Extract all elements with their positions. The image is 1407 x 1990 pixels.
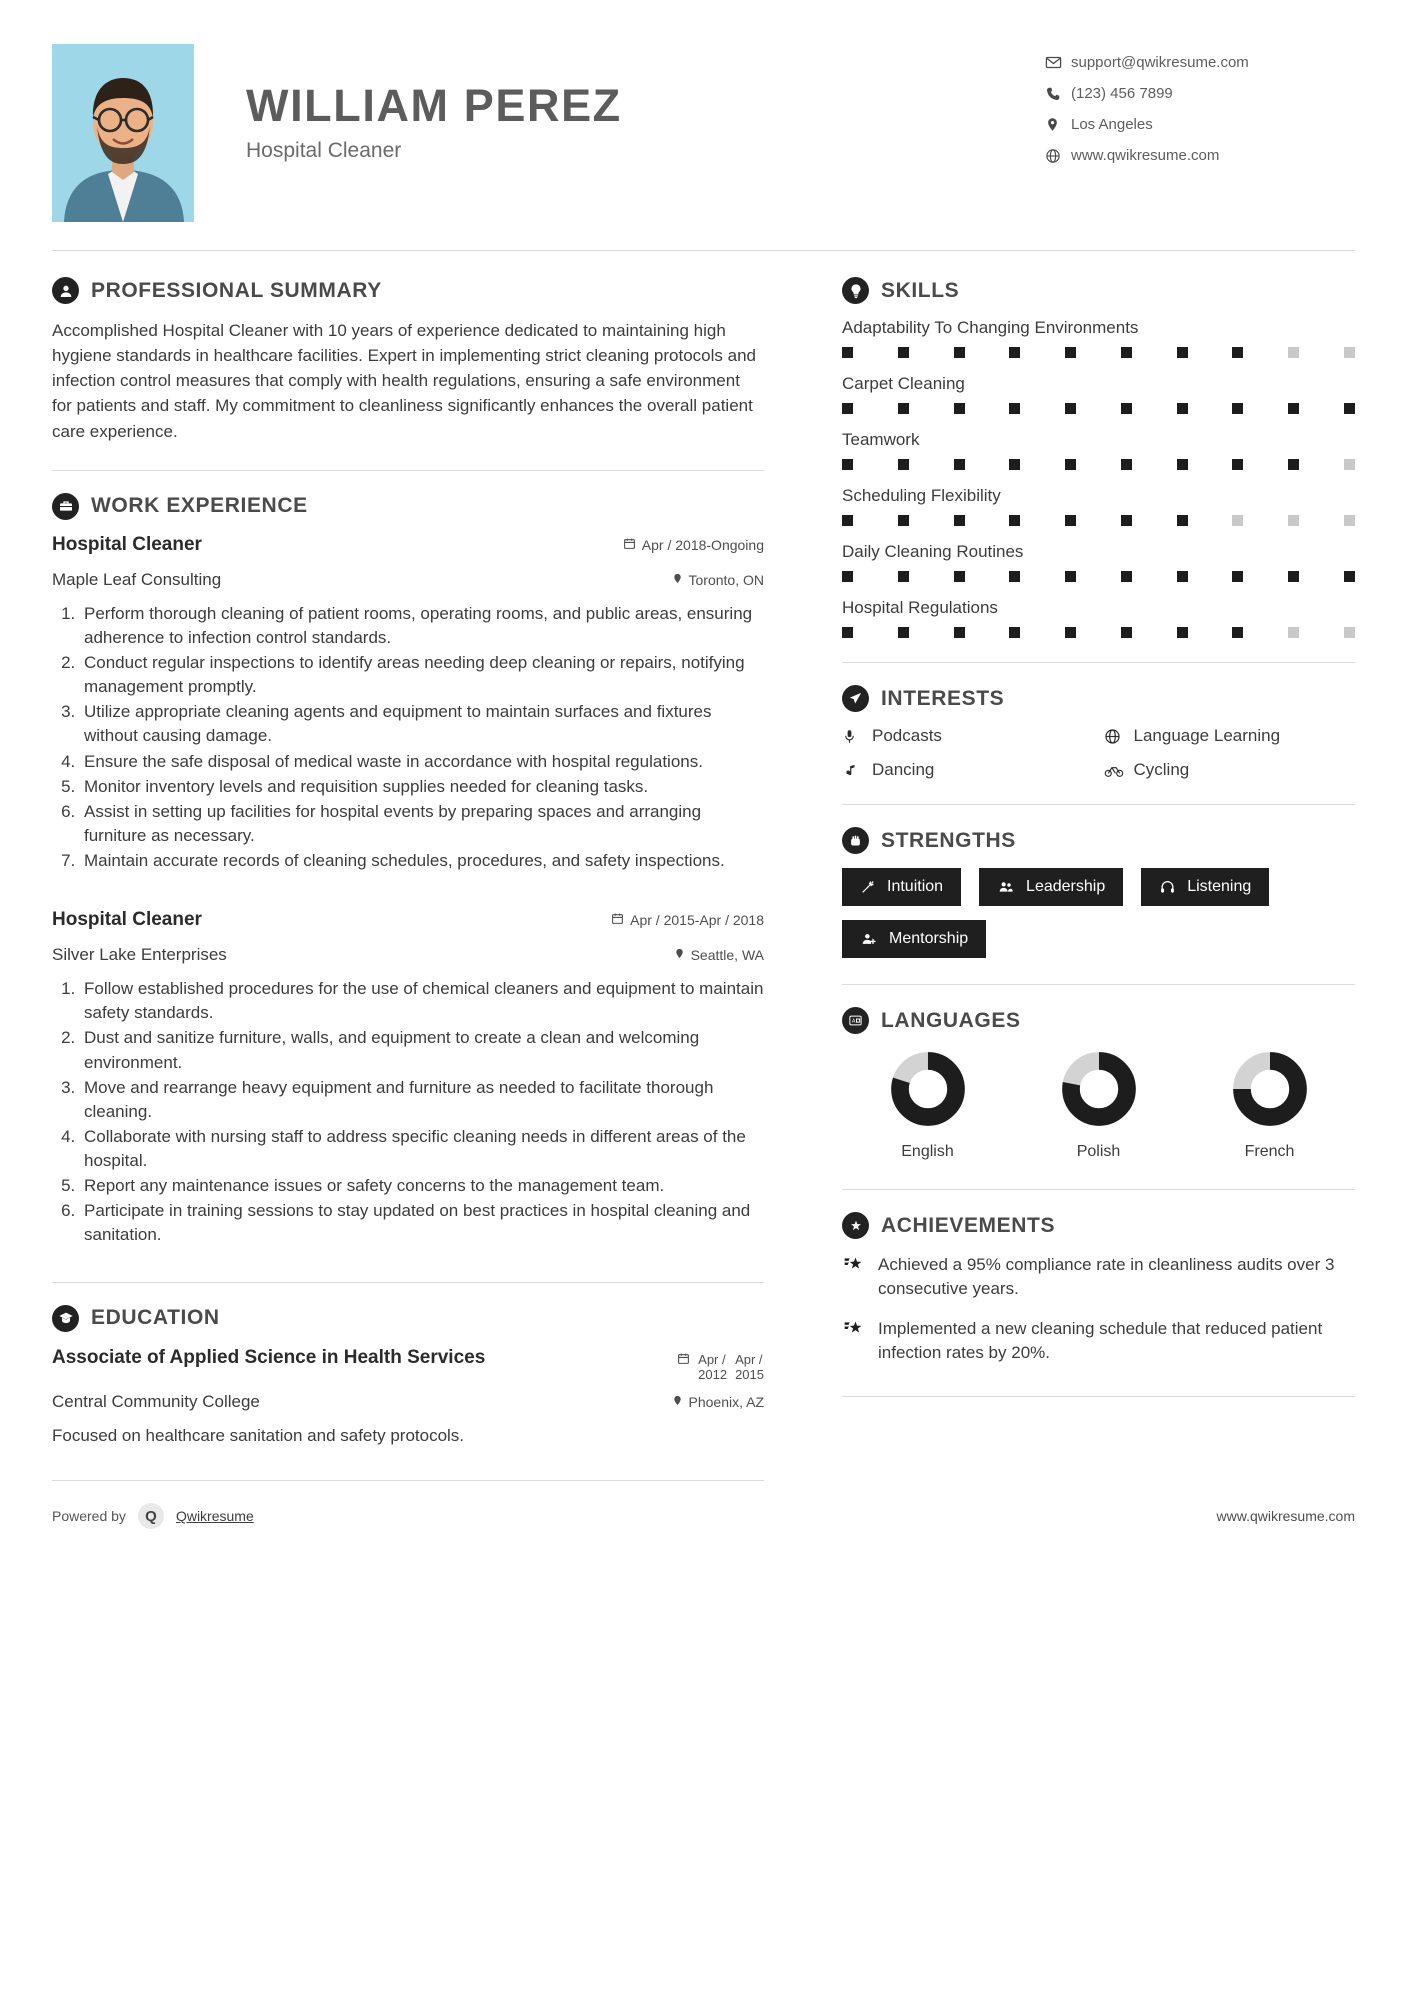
rating-dot bbox=[1177, 459, 1188, 470]
people-icon bbox=[997, 879, 1015, 895]
interest-item bbox=[842, 726, 1094, 746]
star-flag-icon bbox=[842, 1317, 866, 1344]
skill-label: Hospital Regulations bbox=[842, 598, 998, 617]
rating-dot bbox=[1344, 627, 1355, 638]
language-item bbox=[843, 1052, 1012, 1161]
education-dates bbox=[677, 1346, 764, 1383]
interest-item bbox=[842, 760, 1094, 780]
skill-rating bbox=[842, 459, 1355, 470]
skill-item bbox=[842, 486, 1355, 526]
work-bullet: 4. Collaborate with nursing staff to address specific cleaning needs in different areas of the hospital. bbox=[80, 1125, 764, 1173]
work-location bbox=[672, 572, 764, 588]
education-degree: Associate of Applied Science in Health Services bbox=[52, 1346, 486, 1368]
rating-dot bbox=[954, 515, 965, 526]
language-donut bbox=[1062, 1052, 1136, 1126]
education-location bbox=[672, 1394, 765, 1410]
education-entry bbox=[52, 1346, 764, 1447]
work-entry-header bbox=[52, 534, 764, 556]
rating-dot bbox=[1009, 347, 1020, 358]
achievement-item bbox=[842, 1317, 1355, 1365]
add-person-icon bbox=[860, 931, 878, 947]
resume-header bbox=[0, 0, 1407, 222]
contact-list bbox=[1045, 44, 1355, 178]
rating-dot bbox=[1344, 403, 1355, 414]
summary-text: Accomplished Hospital Cleaner with 10 years of experience dedicated to maintaining high hygiene standards in healthcare facilities. Expert in implementing strict cleaning protocols and infection control measures that comply with health regulations, ensuring a safe environment for patients and staff. My commitment to cleanliness significantly enhances the overall patient care experience. bbox=[52, 321, 756, 441]
work-dates-text: Apr / 2015-Apr / 2018 bbox=[630, 912, 764, 929]
strength-chip bbox=[842, 920, 986, 958]
powered-by-label: Powered by bbox=[52, 1508, 126, 1525]
rating-dot bbox=[842, 515, 853, 526]
left-column bbox=[52, 251, 804, 1481]
contact-email[interactable] bbox=[1045, 54, 1355, 71]
divider bbox=[52, 470, 764, 471]
graduation-cap-icon bbox=[52, 1305, 79, 1332]
interests-list bbox=[842, 726, 1355, 780]
location-pin-icon bbox=[674, 947, 685, 963]
rating-dot bbox=[1288, 571, 1299, 582]
resume-body bbox=[0, 251, 1407, 1481]
work-bullet: 5. Monitor inventory levels and requisition supplies needed for cleaning tasks. bbox=[80, 775, 764, 799]
interest-label: Cycling bbox=[1133, 760, 1190, 779]
strengths-list bbox=[842, 868, 1355, 958]
work-role: Hospital Cleaner bbox=[52, 909, 202, 931]
globe-icon bbox=[1045, 148, 1071, 164]
skill-rating bbox=[842, 515, 1355, 526]
phone-icon bbox=[1045, 86, 1071, 102]
section-header-summary bbox=[52, 277, 764, 304]
resume-footer bbox=[0, 1481, 1407, 1559]
work-bullet: 2. Dust and sanitize furniture, walls, and equipment to create a clean and welcoming environment. bbox=[80, 1026, 764, 1074]
rating-dot bbox=[954, 459, 965, 470]
interest-item bbox=[1104, 726, 1356, 746]
section-header-education bbox=[52, 1305, 764, 1332]
powered-by bbox=[52, 1503, 254, 1529]
education-date-start-line1: Apr / bbox=[698, 1351, 726, 1367]
rating-dot bbox=[898, 515, 909, 526]
rating-dot bbox=[898, 627, 909, 638]
work-bullet: 7. Maintain accurate records of cleaning schedules, procedures, and safety inspections. bbox=[80, 849, 764, 873]
rating-dot bbox=[1344, 571, 1355, 582]
rating-dot bbox=[1288, 347, 1299, 358]
calendar-icon bbox=[623, 537, 636, 553]
rating-dot bbox=[898, 571, 909, 582]
languages-list bbox=[842, 1048, 1355, 1161]
interest-label: Dancing bbox=[872, 760, 935, 779]
rating-dot bbox=[898, 459, 909, 470]
work-bullet: 3. Move and rearrange heavy equipment and furniture as needed to facilitate thorough cleaning. bbox=[80, 1076, 764, 1124]
rating-dot bbox=[1009, 515, 1020, 526]
mail-icon bbox=[1045, 54, 1071, 71]
work-bullet: 1. Perform thorough cleaning of patient rooms, operating rooms, and public areas, ensuring adherence to infection control standards. bbox=[80, 602, 764, 650]
calendar-icon bbox=[611, 912, 624, 928]
globe-icon bbox=[1104, 728, 1124, 745]
microphone-icon bbox=[842, 728, 862, 745]
rating-dot bbox=[1344, 515, 1355, 526]
rating-dot bbox=[1121, 627, 1132, 638]
rating-dot bbox=[1177, 571, 1188, 582]
education-note: Focused on healthcare sanitation and safety protocols. bbox=[52, 1426, 465, 1446]
rating-dot bbox=[1121, 347, 1132, 358]
language-donut bbox=[1233, 1052, 1307, 1126]
rating-dot bbox=[1232, 571, 1243, 582]
work-entry bbox=[52, 534, 764, 873]
education-date-end-line2: 2015 bbox=[735, 1366, 764, 1382]
skill-rating bbox=[842, 403, 1355, 414]
rating-dot bbox=[1344, 459, 1355, 470]
svg-text:A: A bbox=[852, 1018, 856, 1025]
rating-dot bbox=[1065, 459, 1076, 470]
work-bullet: 6. Participate in training sessions to stay updated on best practices in hospital cleaning and sanitation. bbox=[80, 1199, 764, 1247]
work-location-text: Toronto, ON bbox=[688, 571, 764, 588]
strength-label: Listening bbox=[1187, 878, 1252, 895]
education-location-text: Phoenix, AZ bbox=[688, 1394, 764, 1411]
rating-dot bbox=[1121, 571, 1132, 582]
rating-dot bbox=[1177, 627, 1188, 638]
contact-phone[interactable] bbox=[1045, 85, 1355, 102]
rating-dot bbox=[1009, 627, 1020, 638]
divider bbox=[842, 662, 1355, 663]
work-entry-subheader bbox=[52, 937, 764, 965]
rating-dot bbox=[1288, 627, 1299, 638]
bicycle-icon bbox=[1104, 763, 1124, 778]
skill-label: Daily Cleaning Routines bbox=[842, 542, 1024, 561]
work-dates bbox=[623, 537, 764, 553]
education-date-end-line1: Apr / bbox=[735, 1351, 763, 1367]
section-title-achievements: ACHIEVEMENTS bbox=[881, 1213, 1056, 1237]
strength-label: Leadership bbox=[1026, 878, 1106, 895]
work-company: Silver Lake Enterprises bbox=[52, 945, 227, 965]
contact-location bbox=[1045, 116, 1355, 133]
job-title: Hospital Cleaner bbox=[246, 139, 402, 163]
work-bullets bbox=[52, 977, 764, 1247]
skill-item bbox=[842, 598, 1355, 638]
skill-rating bbox=[842, 627, 1355, 638]
briefcase-icon bbox=[52, 493, 79, 520]
rating-dot bbox=[1288, 403, 1299, 414]
work-bullet: 3. Utilize appropriate cleaning agents and equipment to maintain surfaces and fixtures without causing damage. bbox=[80, 700, 764, 748]
section-header-achievements bbox=[842, 1212, 1355, 1239]
divider bbox=[52, 1282, 764, 1283]
qwikresume-logo-icon: Q bbox=[138, 1503, 164, 1529]
skill-rating bbox=[842, 571, 1355, 582]
translate-icon bbox=[842, 1007, 869, 1034]
education-school: Central Community College bbox=[52, 1392, 260, 1412]
lightbulb-icon bbox=[842, 277, 869, 304]
work-bullet: 4. Ensure the safe disposal of medical waste in accordance with hospital regulations. bbox=[80, 750, 764, 774]
divider bbox=[842, 984, 1355, 985]
rating-dot bbox=[1232, 459, 1243, 470]
rating-dot bbox=[1232, 627, 1243, 638]
skill-rating bbox=[842, 347, 1355, 358]
rating-dot bbox=[1121, 515, 1132, 526]
strength-label: Intuition bbox=[887, 878, 944, 895]
rating-dot bbox=[1232, 515, 1243, 526]
music-note-icon bbox=[842, 762, 862, 779]
rating-dot bbox=[1065, 347, 1076, 358]
divider bbox=[842, 1189, 1355, 1190]
work-role: Hospital Cleaner bbox=[52, 533, 202, 555]
skill-label: Teamwork bbox=[842, 430, 920, 449]
interest-label: Language Learning bbox=[1133, 726, 1281, 745]
rating-dot bbox=[954, 347, 965, 358]
left-footer-divider bbox=[52, 1480, 764, 1481]
skill-item bbox=[842, 542, 1355, 582]
rating-dot bbox=[1121, 459, 1132, 470]
calendar-icon bbox=[677, 1352, 690, 1368]
contact-phone-text: (123) 456 7899 bbox=[1071, 85, 1173, 102]
work-entry bbox=[52, 909, 764, 1247]
person-icon bbox=[52, 277, 79, 304]
name-block bbox=[194, 44, 1045, 163]
section-title-languages: LANGUAGES bbox=[881, 1008, 1021, 1032]
section-title-education: EDUCATION bbox=[91, 1306, 220, 1330]
section-header-interests bbox=[842, 685, 1355, 712]
section-title-work: WORK EXPERIENCE bbox=[91, 494, 308, 518]
education-date-end bbox=[735, 1352, 764, 1383]
rating-dot bbox=[1009, 459, 1020, 470]
language-item bbox=[1185, 1052, 1354, 1161]
achievement-item bbox=[842, 1253, 1355, 1301]
interest-item bbox=[1104, 760, 1356, 780]
strength-chip bbox=[979, 868, 1123, 906]
achievement-text: Implemented a new cleaning schedule that reduced patient infection rates by 20%. bbox=[878, 1319, 1323, 1363]
work-location-text: Seattle, WA bbox=[690, 947, 764, 964]
section-header-work bbox=[52, 493, 764, 520]
education-date-start-line2: 2012 bbox=[698, 1366, 728, 1382]
rating-dot bbox=[1232, 403, 1243, 414]
spacer bbox=[52, 879, 764, 909]
rating-dot bbox=[1065, 571, 1076, 582]
page-title: WILLIAM PEREZ bbox=[246, 80, 622, 131]
rating-dot bbox=[1065, 627, 1076, 638]
language-label: French bbox=[1244, 1143, 1295, 1160]
rating-dot bbox=[954, 571, 965, 582]
divider bbox=[842, 804, 1355, 805]
rating-dot bbox=[1288, 515, 1299, 526]
avatar-illustration bbox=[52, 44, 194, 222]
work-bullets bbox=[52, 602, 764, 873]
raised-fist-icon bbox=[842, 827, 869, 854]
education-entry-header bbox=[52, 1346, 764, 1383]
skill-label: Scheduling Flexibility bbox=[842, 486, 1001, 505]
rating-dot bbox=[842, 347, 853, 358]
location-pin-icon bbox=[672, 572, 683, 588]
star-flag-icon bbox=[842, 1253, 866, 1280]
section-header-strengths bbox=[842, 827, 1355, 854]
rating-dot bbox=[954, 403, 965, 414]
language-item bbox=[1014, 1052, 1183, 1161]
work-entry-subheader bbox=[52, 562, 764, 590]
right-footer-divider bbox=[842, 1396, 1355, 1397]
rating-dot bbox=[842, 627, 853, 638]
section-title-strengths: STRENGTHS bbox=[881, 828, 1016, 852]
rating-dot bbox=[1121, 403, 1132, 414]
work-dates-text: Apr / 2018-Ongoing bbox=[641, 536, 764, 553]
rating-dot bbox=[1177, 515, 1188, 526]
section-title-interests: INTERESTS bbox=[881, 686, 1005, 710]
rating-dot bbox=[954, 627, 965, 638]
location-pin-icon bbox=[1045, 116, 1071, 133]
achievements-list bbox=[842, 1253, 1355, 1366]
work-bullet: 1. Follow established procedures for the use of chemical cleaners and equipment to maintain safety standards. bbox=[80, 977, 764, 1025]
section-header-skills bbox=[842, 277, 1355, 304]
footer-website: www.qwikresume.com bbox=[1216, 1508, 1355, 1525]
skill-item bbox=[842, 430, 1355, 470]
rating-dot bbox=[1344, 347, 1355, 358]
language-label: English bbox=[901, 1143, 954, 1160]
contact-website-text: www.qwikresume.com bbox=[1071, 147, 1220, 164]
skill-label: Adaptability To Changing Environments bbox=[842, 318, 1139, 337]
rating-dot bbox=[1065, 515, 1076, 526]
rating-dot bbox=[898, 403, 909, 414]
section-header-languages bbox=[842, 1007, 1355, 1034]
right-column bbox=[804, 251, 1355, 1481]
work-company: Maple Leaf Consulting bbox=[52, 569, 222, 589]
rating-dot bbox=[842, 403, 853, 414]
achievement-text: Achieved a 95% compliance rate in cleanliness audits over 3 consecutive years. bbox=[878, 1255, 1335, 1299]
strength-chip bbox=[1141, 868, 1269, 906]
language-label: Polish bbox=[1076, 1143, 1121, 1160]
avatar bbox=[52, 44, 194, 222]
rating-dot bbox=[842, 571, 853, 582]
work-dates bbox=[611, 912, 764, 928]
education-entry-subheader bbox=[52, 1392, 764, 1412]
brand-link[interactable]: Qwikresume bbox=[175, 1508, 254, 1525]
education-date-start bbox=[698, 1352, 727, 1383]
paper-plane-icon bbox=[842, 685, 869, 712]
rating-dot bbox=[1232, 347, 1243, 358]
skill-label: Carpet Cleaning bbox=[842, 374, 965, 393]
work-location bbox=[674, 947, 764, 963]
strength-chip bbox=[842, 868, 961, 906]
work-entry-header bbox=[52, 909, 764, 931]
rating-dot bbox=[1177, 403, 1188, 414]
language-donut bbox=[891, 1052, 965, 1126]
magic-wand-icon bbox=[860, 879, 876, 895]
strength-label: Mentorship bbox=[889, 930, 969, 947]
work-bullet: 6. Assist in setting up facilities for hospital events by preparing spaces and arranging furniture as necessary. bbox=[80, 800, 764, 848]
rating-dot bbox=[842, 459, 853, 470]
location-pin-icon bbox=[672, 1394, 683, 1410]
skill-item bbox=[842, 374, 1355, 414]
section-title-skills: SKILLS bbox=[881, 278, 960, 302]
rating-dot bbox=[1177, 347, 1188, 358]
skill-item bbox=[842, 318, 1355, 358]
contact-location-text: Los Angeles bbox=[1071, 116, 1153, 133]
rating-dot bbox=[1009, 571, 1020, 582]
rating-dot bbox=[1288, 459, 1299, 470]
skills-list bbox=[842, 318, 1355, 638]
rating-dot bbox=[1009, 403, 1020, 414]
section-title-summary: PROFESSIONAL SUMMARY bbox=[91, 278, 382, 302]
rating-dot bbox=[898, 347, 909, 358]
work-bullet: 2. Conduct regular inspections to identify areas needing deep cleaning or repairs, notifying management promptly. bbox=[80, 651, 764, 699]
headphones-icon bbox=[1159, 879, 1176, 895]
star-badge-icon bbox=[842, 1212, 869, 1239]
interest-label: Podcasts bbox=[872, 726, 942, 745]
contact-website[interactable] bbox=[1045, 147, 1355, 164]
work-bullet: 5. Report any maintenance issues or safety concerns to the management team. bbox=[80, 1174, 764, 1198]
rating-dot bbox=[1065, 403, 1076, 414]
contact-email-text: support@qwikresume.com bbox=[1071, 54, 1249, 71]
